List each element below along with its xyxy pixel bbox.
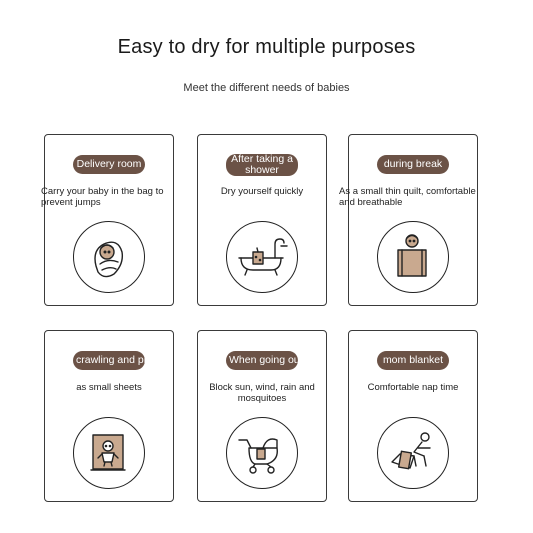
baby-on-mat-icon [73,417,145,489]
card-description: Dry yourself quickly [220,186,304,197]
card-badge: during break [377,155,449,174]
card-description: as small sheets [76,382,142,393]
card-delivery-room [41,134,174,306]
stroller-icon [226,417,298,489]
bathtub-icon [226,221,298,293]
page-subtitle: Meet the different needs of babies [183,82,350,94]
card-going-out [197,330,327,502]
card-after-shower [197,134,327,306]
swaddled-baby-icon [73,221,145,293]
card-crawling-playing [44,330,174,502]
baby-quilt-icon [377,221,449,293]
card-badge: crawling and playing [73,351,145,370]
card-description: Block sun, wind, rain and mosquitoes [209,382,315,404]
reclining-person-icon [377,417,449,489]
card-badge: mom blanket [377,351,449,370]
card-badge: After taking a shower [226,154,298,176]
card-during-break [339,134,478,306]
card-description: As a small thin quilt, comfortable and breathable [339,186,476,208]
card-badge: Delivery room [73,155,145,174]
card-description: Carry your baby in the bag to prevent jumps [41,186,164,208]
card-mom-blanket [348,330,478,502]
card-description: Comfortable nap time [367,382,459,393]
card-badge: When going out [226,351,298,370]
page-title: Easy to dry for multiple purposes [117,36,416,58]
